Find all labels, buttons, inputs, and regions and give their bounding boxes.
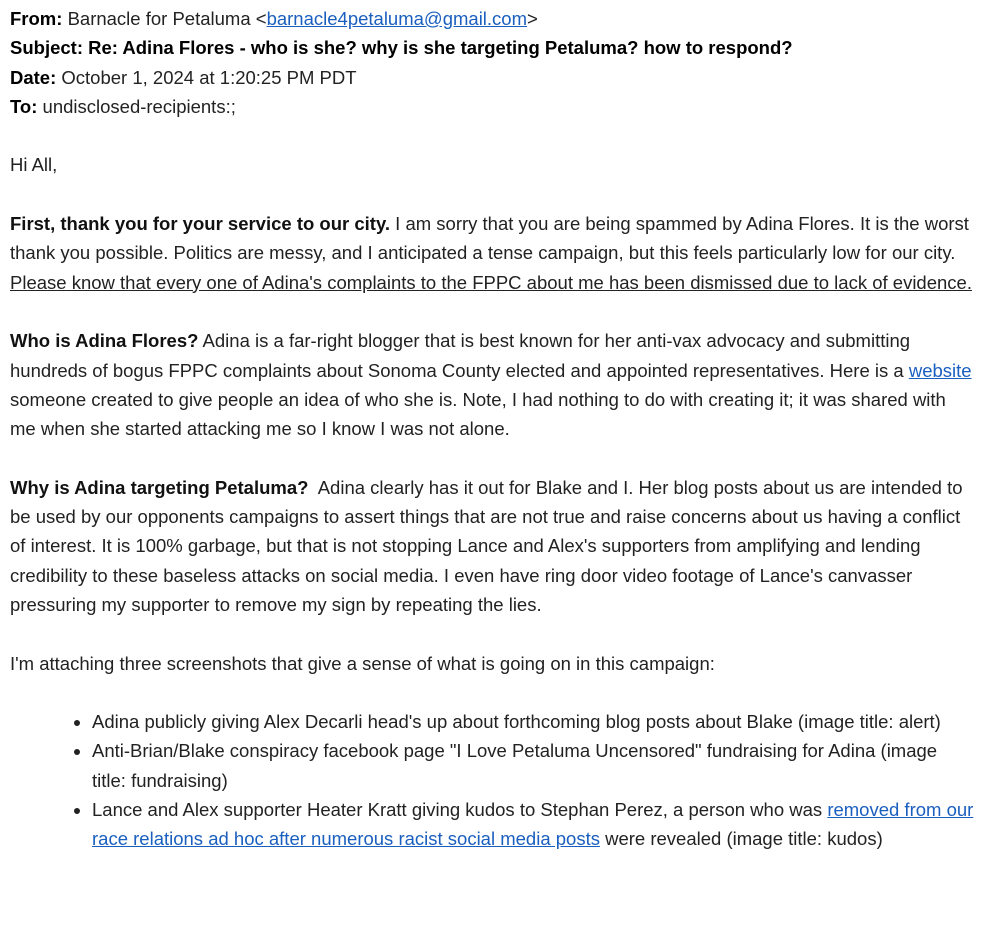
paragraph-thanks-underlined: Please know that every one of Adina's complaints to the FPPC about me has been dismissed due to lack of evidence. xyxy=(10,271,972,293)
paragraph-thanks-lead: First, thank you for your service to our city. xyxy=(10,213,391,235)
paragraph-thanks xyxy=(10,209,976,297)
paragraph-why-targeting xyxy=(10,473,976,619)
greeting: Hi All, xyxy=(10,154,58,176)
to-text: undisclosed-recipients:; xyxy=(42,95,236,117)
list-item-alert: • Adina publicly giving Alex Decarli head's up about forthcoming blog posts about Blake (image title: alert) xyxy=(92,707,976,736)
removed-from-ad-hoc-link[interactable]: removed from our race relations ad hoc after numerous racist social media posts xyxy=(92,799,974,850)
date-text: October 1, 2024 at 1:20:25 PM PDT xyxy=(61,66,357,88)
from-line: From: Barnacle for Petaluma <barnacle4petaluma@gmail.com> xyxy=(10,8,538,29)
paragraph-who-text-2: someone created to give people an idea of who she is. Note, I had nothing to do with creating it; it was shared with me when she started attacking me so I know I was not alone. xyxy=(10,388,946,440)
paragraph-why-text: Adina clearly has it out for Blake and I. Her blog posts about us are intended to be used by our opponents campaigns to assert things that are not true and raise concerns about us having a conflict of interest. It is 100% garbage, but that is not stopping Lance and Alex's supporters from amplifying and lending credibility to these baseless attacks on social media. I even have ring door video footage of Lance's canvasser pressuring my supporter to remove my sign by repeating the lies. xyxy=(10,476,968,615)
to-label: To: xyxy=(10,95,38,117)
subject-label: Subject: xyxy=(10,37,83,59)
subject-text: Re: Adina Flores - who is she? why is she targeting Petaluma? how to respond? xyxy=(88,37,793,59)
subject-line xyxy=(10,33,976,62)
list-item-kudos-text-1: Lance and Alex supporter Heater Kratt giving kudos to Stephan Perez, a person who was xyxy=(92,799,828,821)
paragraph-attachments-intro: I'm attaching three screenshots that give a sense of what is going on in this campaign: xyxy=(10,652,715,674)
list-item-kudos-text-2: were revealed (image title: kudos) xyxy=(599,828,883,850)
to-line xyxy=(10,92,976,121)
date-line xyxy=(10,63,976,92)
paragraph-who-lead: Who is Adina Flores? xyxy=(10,330,199,352)
from-name: Barnacle for Petaluma xyxy=(67,8,251,29)
from-label: From: xyxy=(10,8,63,29)
email-headers xyxy=(10,4,976,121)
date-label: Date: xyxy=(10,66,57,88)
paragraph-who-is-adina xyxy=(10,326,976,443)
list-item-kudos xyxy=(92,795,976,854)
from-email-link[interactable]: barnacle4petaluma@gmail.com xyxy=(266,8,527,29)
website-link[interactable]: website xyxy=(908,359,972,381)
screenshot-list xyxy=(10,707,976,853)
paragraph-thanks-text: I am sorry that you are being spammed by Adina Flores. It is the worst thank you possible. Politics are messy, and I anticipated a tense campaign, but this feels particularly low for our city. xyxy=(10,213,969,264)
paragraph-why-lead: Why is Adina targeting Petaluma? xyxy=(10,476,309,498)
paragraph-who-text-1: Adina is a far-right blogger that is best known for her anti-vax advocacy and submitting hundreds of bogus FPPC complaints about Sonoma County elected and appointed representatives. Here is a xyxy=(10,330,911,381)
list-item-fundraising: • Anti-Brian/Blake conspiracy facebook page "I Love Petaluma Uncensored" fundraising for Adina (image title: fundraising) xyxy=(92,736,976,795)
